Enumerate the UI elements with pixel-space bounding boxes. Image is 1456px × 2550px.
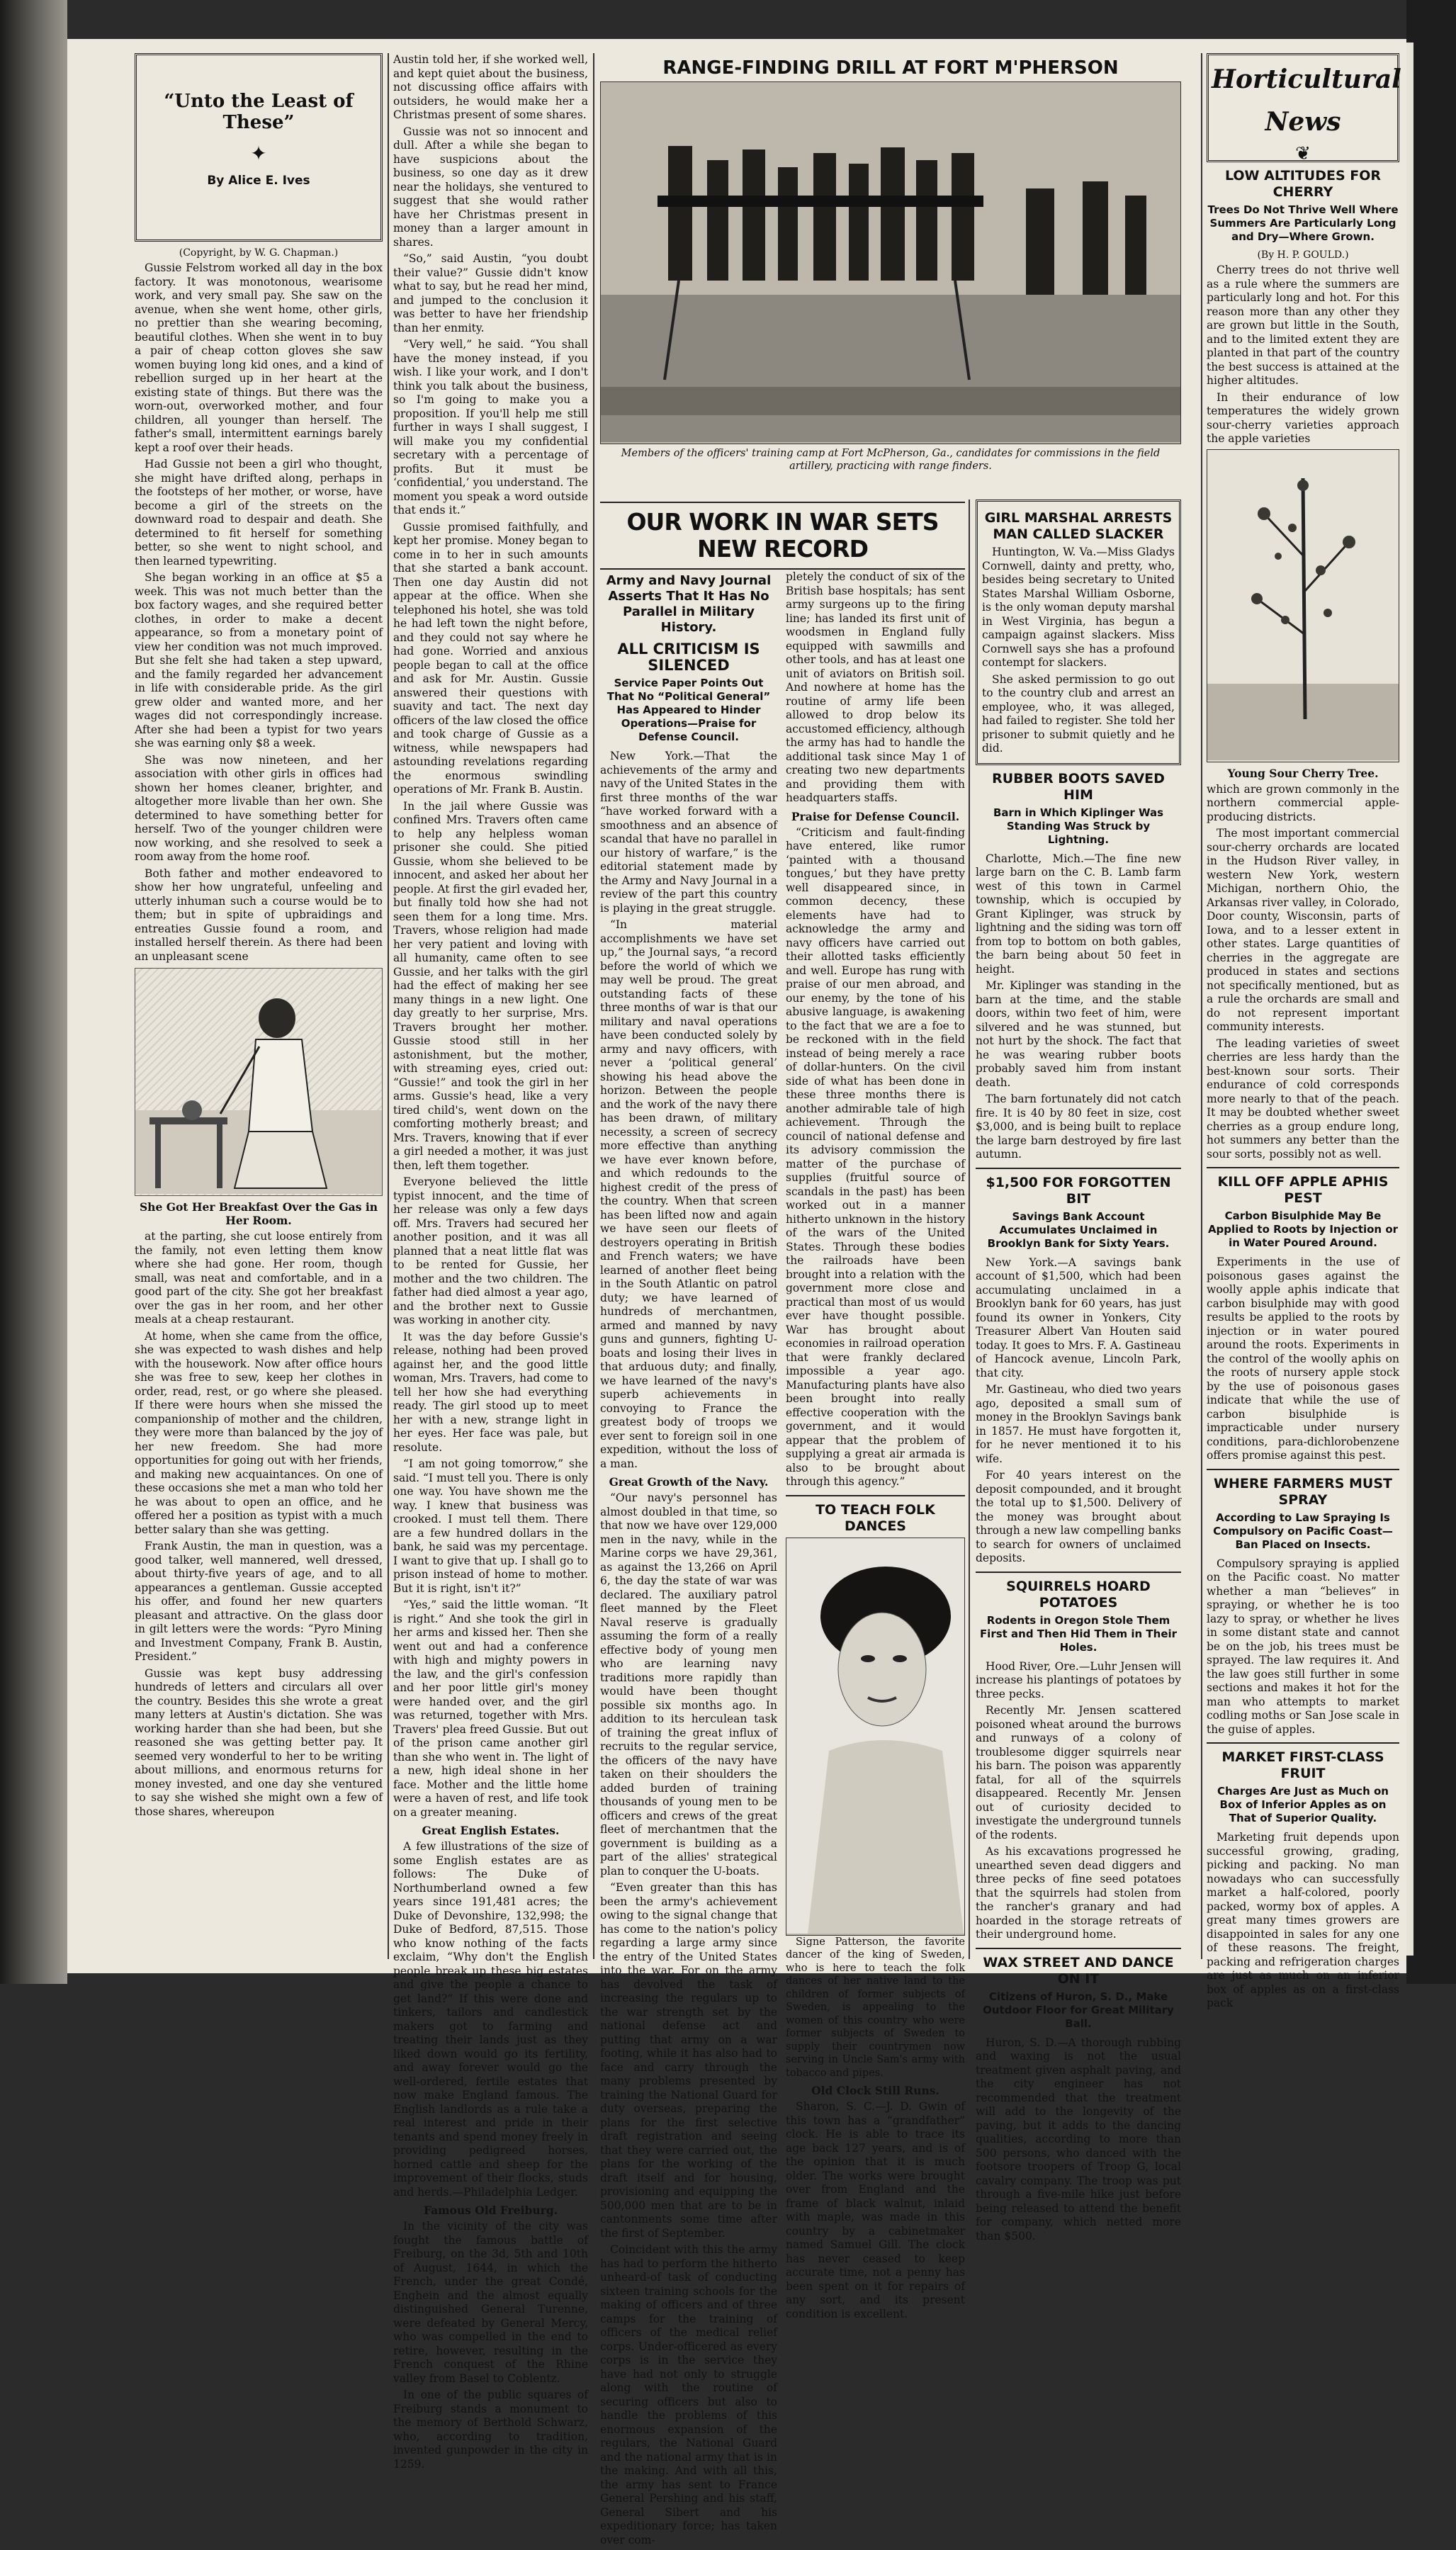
squirrels-paragraph: Recently Mr. Jensen scattered poisoned wheat around the burrows and runways of a colony of troublesome digger squirrels near his barn. The poison was apparently fatal, for all of the squirrels disappeared. Recently Mr. Jensen out of curiosity decided to investigate the underground tunnels of the rodents. (976, 1704, 1181, 1841)
column-story-1 (135, 53, 383, 1959)
column-rule (593, 53, 594, 1959)
cherry-deck: Trees Do Not Thrive Well Where Summers Are Particularly Long and Dry—Where Grown. (1207, 203, 1399, 243)
spray-deck: According to Law Spraying Is Compulsory on Pacific Coast—Ban Placed on Insects. (1213, 1511, 1393, 1551)
grape-ornament-icon: ❦ (1295, 143, 1311, 164)
cherry-head: LOW ALTITUDES FOR CHERRY (1224, 168, 1382, 200)
war-deck-3: Service Paper Points Out That No “Political General” Has Appeared to Hinder Operations—Praise for Defense Council. (606, 677, 771, 743)
fruit-deck: Charges Are Just as Much on Box of Inferior Apples as on That of Superior Quality. (1217, 1785, 1389, 1824)
story-illustration (135, 968, 383, 1196)
range-finding-head: RANGE-FINDING DRILL AT FORT M'PHERSON (662, 57, 1119, 79)
story-paragraph: Austin told her, if she worked well, and kept quiet about the business, not discussing office affairs with outsiders, he would make her a Christmas present of some shares. (393, 53, 588, 121)
war-col-b (786, 570, 965, 2324)
signe-patterson-portrait (786, 1538, 964, 1934)
story-paragraph: It was the day before Gussie's release, nothing had been proved against her, and the good little woman, Mrs. Travers, had come to tell her how she had everything ready. The girl stood up to meet her with a new, strange light in her eyes. Her face was pale, but resolute. (393, 1330, 588, 1454)
marshal-box (976, 500, 1181, 765)
war-paragraph: “In material accomplishments we have set up,” the Journal says, “a record before the world of which we may well be proud. The great outstanding facts of these three months of war is that our military and naval operations have been conducted solely by army and navy officers, with never a ‘political general’ showing his head above the horizon. Between the people and the work of the navy there has been drawn, of military necessity, a screen of secrecy more effective than anything we have ever known before, and which redounds to the highest credit of the press of the country. When that screen has been lifted now and again we have seen our fleets of destroyers operating in British and French waters; we have learned of another fleet being in the South Atlantic on patrol duty; we have learned of hundreds of merchantmen, armed and manned by navy guns and gunners, fighting U-boats and losing their lives in that arduous duty; and finally, we have learned of the navy's superb achievements in convoying to France the greatest body of troops we ever sent to foreign soil in one expedition, without the loss of a man. (600, 918, 777, 1470)
boots-paragraph: Charlotte, Mich.—The fine new large barn on the C. B. Lamb farm west of this town in Carmel township, which is occupied by Grant Kiplinger, was struck by lightning and the siding was torn off from top to bottom on both gables, the barn being about 50 feet in height. (976, 852, 1181, 976)
story-paragraph: at the parting, she cut loose entirely from the family, not even letting them know where she had gone. Her room, though small, was neat and comfortable, and in a good part of the city. She got her breakfast over the gas in her room, and her other meals at a cheap restaurant. (135, 1230, 383, 1326)
cherry-paragraph: Cherry trees do not thrive well as a rule where the summers are particularly long and hot. For this reason more than any other they are grown but little in the South, and to the limited extent they are planted in that part of the country the best success is attained at the higher altitudes. (1207, 264, 1399, 387)
war-subhead-2: Praise for Defense Council. (791, 809, 960, 823)
young-cherry-tree-image (1207, 450, 1399, 760)
column-briefs (976, 500, 1181, 2242)
war-col-a (600, 570, 777, 2550)
forgotten-head: $1,500 FOR FORGOTTEN BIT (986, 1174, 1171, 1207)
marshal-paragraph: She asked permission to go out to the country club and arrest an employee, who, it was alleged, had failed to register. She told her prisoner to submit quietly and he did. (982, 672, 1175, 755)
story-paragraph: “Very well,” he said. “You shall have the money instead, if you wish. I like your work, and I don't think you talk about the business, so I'm going to make you a proposition. If you'll help me still further in ways I shall suggest, I will make you my confidential secretary with a percentage of profits. But it must be ‘confidential,’ you understand. The moment you speak a word outside that ends it.” (393, 338, 588, 517)
horti-masthead-box (1207, 53, 1399, 162)
squirrels-paragraph: Hood River, Ore.—Luhr Jensen will increase his plantings of potatoes by three pecks. (976, 1659, 1181, 1700)
clock-head: Old Clock Still Runs. (811, 2084, 939, 2097)
story-paragraph: “Yes,” said the little woman. “It is right.” And she took the girl in her arms and kissed her. Then she went out and had a conference with high and mighty powers in the law, and the girl's confession and her poor little girl's money were handed over, and the girl was returned, together with Mrs. Travers' plea freed Gussie. But out of the prison came another girl than she who went in. The light of a new, high ideal shone in her face. Mother and the little home were a haven of rest, and life took on a greater meaning. (393, 1598, 588, 1819)
war-deck-1: Army and Navy Journal Asserts That It Has No Parallel in Military History. (606, 573, 772, 635)
dance-text: Huron, S. D.—A thorough rubbing and waxing is not the usual treatment given asphalt paving, and the city engineer has not recommended that the treatment will add to the longevity of the paving, but it adds to the dancing qualities, according to more than 500 persons, who danced with the footsore troopers of Troop G, local cavalry company. The troop was put through a five-mile hike just before being released to attend the benefit for company, which netted more than $500. (976, 2036, 1181, 2242)
war-paragraph: Coincident with this the army has had to perform the hitherto unheard-of task of conducting sixteen training schools for the making of officers and of three camps for the training of officers of the medical relief corps. Under-officered as every corps is in the service they have had not only to struggle along with the routine of securing officers but also to handle the problems of this enormous expansion of the regulars, the National Guard and the national army that is in the making. And with all this, the army has sent to France General Pershing and his staff, General Sibert and his expeditionary force; has taken over com- (600, 2243, 777, 2546)
dance-head: WAX STREET AND DANCE ON IT (983, 1954, 1174, 1987)
divider (1207, 1742, 1399, 1744)
fruit-text: Marketing fruit depends upon successful growing, grading, picking and packing. No man nowadays who can successfully market a half-colored, poorly packed, wormy box of apples. A great many times growers are disappointed in sales for any one of these reasons. The freight, packing and refrigeration charges are just as much on an inferior box of apples as on a first-class pack (1207, 1831, 1399, 2009)
war-paragraph: New York.—That the achievements of the army and navy of the United States in the first three months of the war “have worked forward with a smoothness and an absence of scandal that have no parallel in our history of warfare,” is the editorial statement made by the Army and Navy Journal in a review of the part this country is playing in the great struggle. (600, 750, 777, 915)
story-paragraph: In the jail where Gussie was confined Mrs. Travers often came to help any helpless woman prisoner she could. She pitied Gussie, whom she believed to be innocent, and asked her about her people. At first the girl evaded her, but finally told how she had not seen them for a long time. Mrs. Travers, whose religion had made her very patient and loving with all humanity, came often to see Gussie, and her talks with the girl had the effect of making her see many things in a new light. One day greatly to her surprise, Mrs. Travers brought her mother. Gussie stood still in her astonishment, but the mother, with streaming eyes, cried out: “Gussie!” and took the girl in her arms. Gussie's head, like a very tired child's, went down on the comforting motherly breast; and Mrs. Travers, knowing that if ever a girl needed a mother, it was just then, left them together. (393, 799, 588, 1172)
soldiers-with-range-finders-photo (601, 82, 1180, 442)
story-paragraph: She was now nineteen, and her association with other girls in offices had shown her homes cleaner, brighter, and altogether more livable than her own. She determined to have something better for herself. Two of the younger children were now working, and she resolved to seek a room away from the home roof. (135, 753, 383, 863)
boots-deck: Barn in Which Kiplinger Was Standing Was Struck by Lightning. (993, 806, 1164, 846)
cherry-byline: (By H. P. GOULD.) (1257, 249, 1349, 261)
story-paragraph: Both father and mother endeavored to show her how ungrateful, unfeeling and utterly inhuman such a course would be to them; but in spite of upbraidings and entreaties Gussie found a room, and installed herself therein. As there had been an unpleasant scene (135, 867, 383, 963)
estates-text: A few illustrations of the size of some English estates are as follows: The Duke of Northumberland owned a few years since 191,481 acres; the Duke of Devonshire, 132,998; the Duke of Bedford, 87,515. Those who know nothing of the facts exclaim, “Why don't the English people break up these big estates and give the people a chance to get land?” If this were done and tinkers, tailors and candlestick makers got to farming and treating their lands just as they liked down would go its fertility, and away forever would go the well-ordered, fertile estates that now make England famous. The English landlords as a rule take a real interest and pride in their tenants and spend money freely in providing pedigreed horses, horned cattle and sheep for the improvement of their flocks, studs and herds.—Philadelphia Ledger. (393, 1840, 588, 2199)
war-subhead: Great Growth of the Navy. (609, 1475, 769, 1489)
aphis-deck: Carbon Bisulphide May Be Applied to Roots by Injection or in Water Poured Around. (1207, 1209, 1399, 1249)
newspaper-page (67, 39, 1406, 2546)
divider (786, 1495, 965, 1496)
cherry-paragraph: which are grown commonly in the northern commercial apple-producing districts. (1207, 782, 1399, 823)
aphis-text: Experiments in the use of poisonous gases against the woolly apple aphis indicate that carbon bisulphide may with good results be applied to the roots by injection or in water poured around the roots. Experiments in the control of the woolly aphis on the roots of nursery apple stock by the use of poisonous gases indicate that while the use of carbon bisulphide is impracticable under nursery conditions, para-dichlorobenzene offers promise against this pest. (1207, 1256, 1399, 1462)
column-story-2 (393, 53, 588, 2471)
column-horticultural (1207, 53, 1401, 2009)
clock-text: Sharon, S. C.—J. D. Gwin of this town has a “grandfather” clock. He is able to trace its age back 127 years, and is of the opinion that it is much older. The works were brought over from England and the frame of black walnut, inlaid with maple, was made in this country by a cabinetmaker named Samuel Gill. The clock has never ceased to keep accurate time, not a penny has been spent on it for repairs of any sort, and its present condition is excellent. (786, 2100, 965, 2320)
story-paragraph: Gussie Felstrom worked all day in the box factory. It was monotonous, wearisome work, and very small pay. She saw on the avenue, when she went home, other girls, no prettier than she wearing becoming, beautiful clothes. When she went in to buy a pair of cheap cotton gloves she saw women buying long kid ones, and a kind of rebellion surged up in her heart at the existing state of things. But there was the worn-out, overworked mother, and four children, all younger than herself. The father's small, intermittent earnings barely kept a roof over their heads. (135, 261, 383, 454)
story-paragraph: Frank Austin, the man in question, was a good talker, well mannered, well dressed, about thirty-five years of age, and to all appearances a gentleman. Gussie accepted his offer, and found her new quarters pleasant and attractive. On the glass door in gilt letters were the words: “Pyro Mining and Investment Company, Frank B. Austin, President.” (135, 1540, 383, 1663)
spray-head: WHERE FARMERS MUST SPRAY (1214, 1475, 1392, 1508)
squirrels-head: SQUIRRELS HOARD POTATOES (1006, 1578, 1151, 1610)
divider (1207, 1167, 1399, 1168)
squirrels-deck: Rodents in Oregon Stole Them First and Then Hid Them in Their Holes. (979, 1613, 1178, 1654)
squirrels-paragraph: As his excavations progressed he unearthed seven dead diggers and three pecks of fine seed potatoes that the squirrels had stolen from the rancher's granary and had hoarded in the storage retreats of their underground home. (976, 1845, 1181, 1941)
freiburg-head: Famous Old Freiburg. (423, 2204, 558, 2217)
range-finding-block (600, 53, 1181, 492)
story-paragraph: Had Gussie not been a girl who thought, she might have drifted along, perhaps in the footsteps of her mother, or worse, have become a girl of the streets on the downward road to despair and death. She determined to fit herself for something better, so she went to night school, and then learned typewriting. (135, 458, 383, 568)
war-article (600, 496, 965, 2546)
story-copyright: (Copyright, by W. G. Chapman.) (179, 247, 339, 259)
war-head: OUR WORK IN WAR SETS NEW RECORD (626, 508, 939, 563)
cherry-tree-photo (1207, 449, 1399, 762)
divider (1207, 1469, 1399, 1470)
forgotten-deck: Savings Bank Account Accumulates Unclaimed in Brooklyn Bank for Sixty Years. (987, 1209, 1170, 1250)
war-paragraph: “Even greater than this has been the army's achievement owing to the signal change that has come to the nation's policy regarding a large army since the entry of the United States into the war. For on the army has devolved the task of increasing the regulars up to the war strength set by the national defense act and putting that army on a war footing, while it has also had to face and carry through the many problems presented by training the National Guard for duty overseas, preparing the plans for the first selective draft registration and seeing that they were carried out, the plans for the working of the draft itself and for housing, provisioning and equipping the 500,000 men that are to be in cantonments some time after the first of September. (600, 1881, 777, 2240)
forgotten-paragraph: For 40 years interest on the deposit compounded, and it brought the total up to $1,500. Delivery of the money was brought about through a new law compelling banks to search for owners of unclaimed deposits. (976, 1469, 1181, 1564)
scan-edge (1406, 0, 1456, 1984)
freiburg-text: In the vicinity of the city was fought the famous battle of Freiburg, on the 3d, 5th and 10th of August, 1644, in which the French, under the great Condé, Enghein and the almost equally distinguished General Turenne, were defeated by General Mercy, who was compelled in the end to retire, however, resulting in the French conquest of the Rhine valley from Basel to Coblentz. (393, 2220, 588, 2385)
story-paragraph: Gussie promised faithfully, and kept her promise. Money began to come in to her in such amounts that she started a bank account. Then one day Austin did not appear at the office. When she telephoned his hotel, she was told he had left town the night before, and they could not say where he had gone. Worried and anxious people began to call at the office and ask for Mr. Austin. Gussie answered their questions with suavity and tact. The next day officers of the law closed the office and took charge of Gussie as a witness, while newspapers had astounding revelations regarding the enormous swindling operations of Mr. Frank B. Austin. (393, 520, 588, 796)
divider (976, 1168, 1181, 1169)
boots-paragraph: The barn fortunately did not catch fire. It is 40 by 80 feet in size, cost $3,000, and is being built to replace the large barn destroyed by fire last autumn. (976, 1093, 1181, 1161)
dance-deck: Citizens of Huron, S. D., Make Outdoor Floor for Great Military Ball. (983, 1990, 1174, 2030)
leaf-ornament-icon: ✦ (250, 142, 267, 165)
war-paragraph: “Criticism and fault-finding have entered, like rumor ‘painted with a thousand tongues,’ but they have pretty well disappeared since, in common decency, these elements have had to acknowledge the army and navy officers have carried out their allotted tasks efficiently and well. Europe has rung with praise of our men abroad, and our enemy, by the tone of his abusive language, is awakening to the fact that we are a foe to be reckoned with in the field instead of being merely a race of dollar-hunters. On the civil side of what has been done in these three months there is another admirable tale of high achievement. Through the council of national defense and its advisory commission the matter of the purchase of supplies (fruitful source of scandals in the past) has been worked out in a manner hitherto unknown in the history of the wars of the United States. Through these bodies the railroads have been brought into a relation with the government more close and practical than most of us would ever have thought possible. War has brought about economies in railroad operation that were frankly declared impossible a year ago. Manufacturing plants have also been brought into really effective cooperation with the government, and it would appear that the problem of supplying a great air armada is also to be brought about through this agency.” (786, 825, 965, 1488)
story-paragraph: Everyone believed the little typist innocent, and the time of her release was only a few days off. Mrs. Travers had secured her another position, and it was all planned that a neat little flat was to be rented for Gussie, her mother and the two children. The father had died almost a year ago, and the brother next to Gussie was working in another city. (393, 1175, 588, 1326)
story-paragraph: At home, when she came from the office, she was expected to wash dishes and help with the housework. Now after office hours she was free to sew, keep her clothes in order, read, rest, or go where she pleased. If there were hours when she missed the companionship of mother and the children, they were more than balanced by the joy of her new freedom. She had more opportunities for going out with her friends, and making new acquaintances. On one of these occasions she met a man who told her he was about to open an office, and he offered her a position as typist with a much better salary than she was getting. (135, 1329, 383, 1536)
story-paragraph: She began working in an office at $5 a week. This was not much better than the box factory wages, and she required better clothes, in order to make a decent appearance, so from a monetary point of view her condition was not much improved. But she felt she had taken a step upward, and the family regarded her advancement in life with considerable pride. As the girl grew older and wanted more, and her wages did not correspondingly increase. After she had been a typist for two years she was earning only $8 a week. (135, 571, 383, 750)
divider (976, 1948, 1181, 1949)
range-finding-photo (600, 81, 1181, 444)
story-author: By Alice E. Ives (207, 174, 310, 188)
story-paragraph: “I am not going tomorrow,” she said. “I must tell you. There is only one way. You have shown me the way. I knew that business was crooked. I must tell them. There are a few hundred dollars in the bank, he said was my percentage. I want to give that up. I shall go to prison instead of home to mother. But it is right, isn't it?” (393, 1457, 588, 1595)
column-rule (969, 500, 970, 1959)
woman-at-gas-stove-illustration (135, 969, 382, 1194)
fruit-head: MARKET FIRST-CLASS FRUIT (1221, 1749, 1384, 1781)
boots-head: RUBBER BOOTS SAVED HIM (992, 770, 1165, 803)
column-rule (1201, 53, 1202, 1959)
column-rule (388, 53, 389, 1959)
freiburg-text: In one of the public squares of Freiburg stands a monument to the memory of Berthold Schwarz, who, according to tradition, invented gunpowder in the city in 1259. (393, 2388, 588, 2471)
illustration-caption: She Got Her Breakfast Over the Gas in Her Room. (139, 1200, 378, 1227)
story-title: “Unto the Least of These” (164, 91, 354, 133)
aphis-head: KILL OFF APPLE APHIS PEST (1217, 1174, 1389, 1206)
forgotten-paragraph: New York.—A savings bank account of $1,500, which had been accumulating unclaimed in a Brooklyn bank for 60 years, has just found its owner in Yonkers, City Treasurer Albert Van Houten said today. It goes to Mrs. F. A. Gastineau of Hancock avenue, Lincoln Park, that city. (976, 1256, 1181, 1380)
divider (600, 502, 965, 503)
forgotten-paragraph: Mr. Gastineau, who died two years ago, deposited a small sum of money in the Brooklyn Savings bank in 1857. He must have forgotten it, for he never mentioned it to his wife. (976, 1383, 1181, 1465)
story-paragraph: “So,” said Austin, “you doubt their value?” Gussie didn't know what to say, but he read her mind, and jumped to the conclusion it was better to have her friendship than her enmity. (393, 252, 588, 334)
horti-masthead: Horticultural News (1212, 64, 1401, 137)
divider (976, 1572, 1181, 1573)
folk-caption: Signe Patterson, the favorite dancer of the king of Sweden, who is here to teach the folk dances of her native land to the children of former subjects of Sweden, is appealing to the women of this country who were former subjects of Sweden to supply their countrymen now serving in Uncle Sam's army with tobacco and pipes. (786, 1936, 965, 2079)
war-paragraph: pletely the conduct of six of the British base hospitals; has sent army surgeons up to the firing line; has landed its first unit of woodsmen in England fully equipped with sawmills and other tools, and has at least one unit of aviators on British soil. And nowhere at home has the routine of army life been allowed to drop below its accustomed efficiency, although the army has had to handle the additional task since May 1 of creating two new departments and providing them with headquarters staffs. (786, 570, 965, 804)
story-paragraph: Gussie was kept busy addressing hundreds of letters and circulars all over the country. Besides this she wrote a great many letters at Austin's dictation. She was working harder than she had been, but she reasoned she was getting better pay. It seemed very wonderful to her to be writing about millions, and enormous returns for money invested, and one day she ventured to say she wished she might own a few of those shares, whereupon (135, 1666, 383, 1818)
cherry-caption: Young Sour Cherry Tree. (1227, 766, 1379, 780)
spray-text: Compulsory spraying is applied on the Pacific coast. No matter whether a man “believes” in spraying, or whether he is too lazy to spray, or whether he lives in some distant state and cannot be on the job, his trees must be sprayed. The law requires it. And the law goes still further in some sections and makes it hot for the man who attempts to market codling moths or San Jose scale in the guise of apples. (1207, 1557, 1399, 1736)
marshal-paragraph: Huntington, W. Va.—Miss Gladys Cornwell, dainty and pretty, who, besides being secretary to United States Marshal William Osborne, is the only woman deputy marshal in West Virginia, has begun a campaign against slackers. Miss Cornwell says she has a profound contempt for slackers. (982, 546, 1175, 669)
divider (600, 568, 965, 570)
estates-head: Great English Estates. (422, 1824, 560, 1837)
story-paragraph: Gussie was not so innocent and dull. After a while she began to have suspicions about the business, so one day as it drew near the holidays, she ventured to suggest that she would rather have her Christmas present in money than a larger amount in shares. (393, 125, 588, 249)
story-title-box (135, 53, 383, 242)
war-paragraph: “Our navy's personnel has almost doubled in that time, so that now we have over 129,000 men in the navy, while in the Marine corps we have 29,361, as against the 13,266 on April 6, the day the state of war was declared. The auxiliary patrol fleet manned by the Fleet Naval reserve is gradually assuming the form of a really effective body of young men who are learning navy traditions more rapidly than would have been thought possible six months ago. In addition to its herculean task of training the great influx of recruits to the regular service, the officers of the navy have taken on their shoulders the added burden of training thousands of young men to be officers and crews of the great fleet of merchantmen that the government is building as a part of the allies' strategical plan to conquer the U-boats. (600, 1491, 777, 1878)
war-deck-2: ALL CRITICISM IS SILENCED (617, 641, 760, 674)
cherry-paragraph: In their endurance of low temperatures the widely grown sour-cherry varieties approach the apple varieties (1207, 390, 1399, 445)
boots-paragraph: Mr. Kiplinger was standing in the barn at the time, and the stable doors, within two feet of him, were silvered and he was stunned, but not hurt by the shock. The fact that he was wearing rubber boots probably saved him from instant death. (976, 979, 1181, 1089)
folk-dancer-photo (786, 1538, 965, 1936)
range-finding-caption: Members of the officers' training camp at Fort McPherson, Ga., candidates for commissions in the field artillery, practicing with range finders. (621, 448, 1161, 472)
marshal-head: GIRL MARSHAL ARRESTS MAN CALLED SLACKER (984, 510, 1173, 542)
cherry-paragraph: The most important commercial sour-cherry orchards are located in the Hudson River valley, in western New York, western Michigan, northern Ohio, the Arkansas river valley, in Colorado, Door county, Wisconsin, parts of Iowa, and to a lesser extent in other states. Large quantities of cherries in the aggregate are produced in states and sections not specifically mentioned, but as a rule the orchards are small and do not represent important community interests. (1207, 827, 1399, 1033)
cherry-paragraph: The leading varieties of sweet cherries are less hardy than the best-known sour sorts. Their endurance of cold corresponds more nearly to that of the peach. It may be doubted whether sweet cherries as a group endure long, hot summers any better than the sour sorts, possibly not as well. (1207, 1037, 1399, 1161)
folk-head: TO TEACH FOLK DANCES (816, 1501, 935, 1534)
page-stack-shadow (0, 0, 67, 1984)
